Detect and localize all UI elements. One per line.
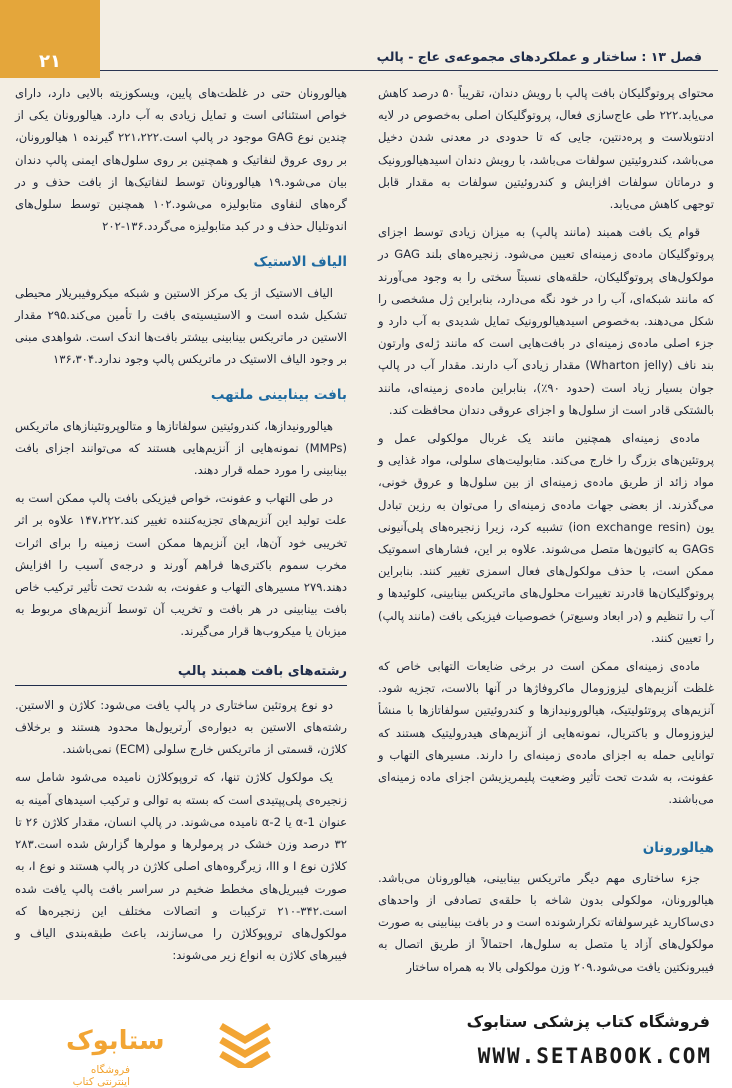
- page-number-tab: [0, 0, 100, 78]
- heading-elastic-fibers: الیاف الاستیک: [253, 254, 347, 271]
- paragraph: قوام یک بافت همبند (مانند پالپ) به میزان زیادی توسط اجزای پروتوگلیکان ماده‌ی زمینه‌ای تعیین می‌شود. زنجیره‌های بلند GAG در مولکول‌های پروتوگلیکان، حلقه‌های نسبتاً سختی را به وجود می‌آورند که مانند شبکه‌ای، آب را در خود نگه می‌دارد، بنابراین ژل مشخصی را شکل می‌دهند. به‌خصوص اسیدهیالورونیک تمایل شدیدی به آب دارد و جزء اصلی ماده‌ی زمینه‌ای در بافت‌هایی است که مانند ژله‌ی وارتون بند ناف (Wharton jelly) مقدار زیادی آب دارند. مقدار آب در پالپ جوان بسیار زیاد است (حدود ۹۰٪)، بنابراین ماده‌ی زمینه‌ای، مانند بالشتکی قادر است از سلول‌ها و اجزای عروقی دندان محافظت کند.: [378, 225, 714, 417]
- paragraph: هیالورونیدازها، کندروئیتین سولفاتازها و متالوپروتئینازهای ماتریکس (MMPs) نمونه‌هایی از آنزیم‌هایی هستند که می‌توانند اجزای بافت بینابینی را مورد حمله قرار دهند.: [15, 418, 347, 478]
- heading-hyaluronan: هیالورونان: [642, 839, 714, 856]
- logo-tagline: فروشگاه اینترنتی کتاب: [72, 1064, 130, 1088]
- store-banner: [0, 1000, 732, 1088]
- left-column: [15, 82, 347, 972]
- chevron-logo-icon: [215, 1018, 275, 1068]
- paragraph: محتوای پروتوگلیکان بافت پالپ با رویش دندان، تقریباً ۵۰ درصد کاهش می‌یابد.۲۲۲ طی عاج‌سازی فعال، پروتوگلیکان اصلی به‌خصوص در لایه ادنتوبلاست و پره‌دنتین، جایی که تا حدودی در معدنی شدن دخیل می‌باشد، کندروئیتین سولفات می‌باشد، با رویش دندان اسیدهیالورونیک و درماتان سولفات افزایش و کندروئیتین سولفات به مقدار قابل توجهی کاهش می‌یابد.: [378, 86, 714, 212]
- chapter-title: فصل ۱۳ : ساختار و عملکردهای مجموعه‌ی عاج - پالپ: [376, 49, 702, 64]
- paragraph: یک مولکول کلاژن تنها، که تروپوکلاژن نامیده می‌شود شامل سه زنجیره‌ی پلی‌پپتیدی است که بسته به توالی و ترکیب اسیدهای آمینه به عنوان α-1 یا α-2 نامیده می‌شوند. در پالپ انسان، مقدار کلاژن ۲۶ تا ۳۲ درصد وزن خشک در پرمولرها و مولرها گزارش شده است.۲۸۳ کلاژن نوع I و III، زیرگروه‌های اصلی کلاژن در پالپ هستند و نوع I، به صورت فیبریل‌های مخطط ضخیم در سراسر بافت پالپ یافت شده است.۳۴۲-۲۱۰ ترکیبات و اتصالات مختلف این زنجیره‌ها که مولکول‌های تروپوکلاژن را می‌سازند، باعث طبقه‌بندی الیاف و فیبرهای کلاژن به انواع زیر می‌شوند:: [15, 770, 347, 963]
- logo-wordmark: ستابوک: [66, 1026, 165, 1056]
- setabook-logo[interactable]: [30, 1016, 165, 1088]
- paragraph: ماده‌ی زمینه‌ای همچنین مانند یک غربال مولکولی عمل و پروتئین‌های بزرگ را خارج می‌کند. متابولیت‌های سلولی، مواد غذایی و مواد زائد از طریق ماده‌ی زمینه‌ای از بین سلول‌ها و عروق خونی، می‌گذرند. از بعضی جهات ماده‌ی زمینه‌ای را می‌توان به رزین تبادل یون (ion exchange resin) تشبیه کرد، زیرا زنجیره‌های پلی‌آنیونی GAGs به کاتیون‌ها متصل می‌شوند. علاوه بر این، فشارهای اسموتیک ممکن است، با حذف مولکول‌های فعال اسمزی تغییر کنند. بنابراین پروتوگلیکان‌ها قادرند تغییرات محلول‌های ماتریکس بینابینی، کلوئیدها و آب را تنظیم و (در ابعاد وسیع‌تر) خصوصیات فیزیکی بافت (مانند پالپ) را تعیین کنند.: [378, 431, 714, 645]
- heading-inflamed-interstitium: بافت بینابینی ملتهب: [210, 387, 347, 404]
- right-column: [378, 82, 714, 984]
- paragraph: هیالورونان حتی در غلظت‌های پایین، ویسکوزیته بالایی دارد، دارای خواص استئنائی است و تمایل زیادی به آب دارد. هیالورونان یکی از چندین نوع GAG موجود در پالپ است.۲۲۱،۲۲۲ گیرنده ۱ هیالورونان، بر روی عروق لنفاتیک و همچنین بر روی سلول‌های ایمنی پالپ دندان بیان می‌شود.۱۹ هیالورونان توسط لنفاتیک‌ها از بافت حذف و در گره‌های لنفاوی متابولیزه می‌شود.۱۰۲ همچنین توسط سلول‌های اندوتلیال حذف و در کبد متابولیزه می‌گردد.۱۳۶-۲۰۲: [15, 86, 347, 234]
- paragraph: دو نوع پروتئین ساختاری در پالپ یافت می‌شود: کلاژن و الاستین. رشته‌های الاستین به دیواره‌ی آرتریول‌ها محدود هستند و برخلاف کلاژن، قسمتی از ماتریکس خارج سلولی (ECM) نمی‌باشند.: [15, 697, 347, 757]
- shop-name: فروشگاه کتاب پزشکی ستابوک: [466, 1012, 710, 1031]
- paragraph: در طی التهاب و عفونت، خواص فیزیکی بافت پالپ ممکن است به علت تولید این آنزیم‌های تجزیه‌کننده تغییر کند.۱۴۷،۲۲۲ علاوه بر اثر تخریبی خود آن‌ها، این آنزیم‌ها ممکن است زمینه را برای اثرات مخرب سموم باکتری‌ها فراهم آورند و درجه‌ی آسیب را افزایش دهند.۲۷۹ مسیرهای التهاب و عفونت، به شدت تحت تأثیر ترکیب خاص بافت بینابینی در هر بافت و تخریب آن توسط آنزیم‌های مربوط به میزبان یا میکروب‌ها قرار می‌گیرند.: [15, 491, 347, 639]
- shop-url[interactable]: WWW.SETABOOK.COM: [477, 1044, 712, 1068]
- page-header: [0, 0, 732, 80]
- header-divider: [100, 70, 718, 71]
- paragraph: جزء ساختاری مهم دیگر ماتریکس بینابینی، هیالورونان می‌باشد. هیالورونان، مولکولی بدون شاخه با حلقه‌ی تصادفی از واحدهای دی‌ساکارید غیرسولفاته تکرارشونده است و در بافت بینابینی به صورت مولکول‌های آزاد یا متصل به سلول‌ها، احتمالاً از طریق اتصال به فیبرونکتین یافت می‌شود.۲۰۹ وزن مولکولی بالا به همراه ساختار: [378, 870, 714, 974]
- page-number: ۲۱: [39, 51, 61, 72]
- heading-connective-fibers: رشته‌های بافت همبند پالپ: [15, 661, 347, 686]
- paragraph: ماده‌ی زمینه‌ای ممکن است در برخی ضایعات التهابی خاص که غلظت آنزیم‌های لیزوزومال ماکروفاژها در آنها بالاست، تجزیه شود. آنزیم‌های پروتئولیتیک، هیالورونیدازها و کندروئیتین سولفاتازها با منشأ لیزوزومال و باکتریال، نمونه‌هایی از آنزیم‌های هیدرولیتیک هستند که توانایی حمله به اجزای ماده‌ی زمینه‌ای را دارند. مسیرهای التهاب و عفونت، به شدت تحت تأثیر وضعیت پلیمریزیشن اجزای ماده زمینه‌ای می‌باشند.: [378, 659, 714, 807]
- paragraph: الیاف الاستیک از یک مرکز الاستین و شبکه میکروفیبریلار محیطی تشکیل شده است و الاستیسیته‌ی بافت را تأمین می‌کند.۲۹۵ مقدار الاستین در ماتریکس بینابینی بیشتر بافت‌ها اندک است. شواهدی مبنی بر وجود الیاف الاستیک در ماتریکس پالپ وجود ندارد.۱۳۶،۳۰۴: [15, 285, 347, 367]
